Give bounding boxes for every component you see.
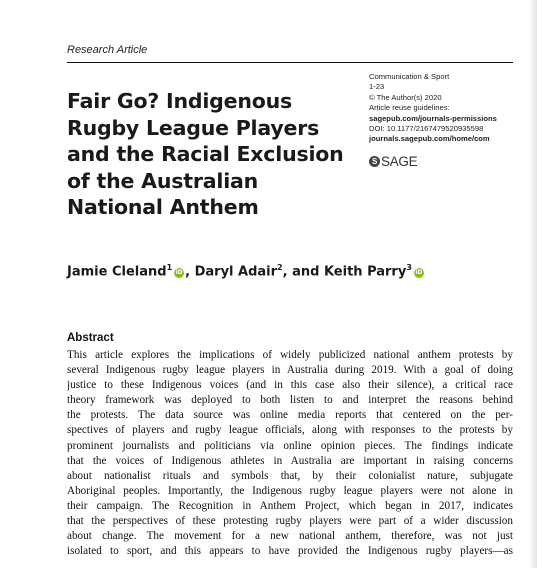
author-affiliation: 2 <box>277 263 283 272</box>
copyright: © The Author(s) 2020 <box>369 92 442 102</box>
abstract-line: that the voices of Indigenous athletes in Australia are important in raising concerns <box>67 454 513 467</box>
abstract-line: the protests. The data source was online media reports that centered on the per- <box>67 409 513 422</box>
abstract-line: Aboriginal peoples. Importantly, the Indigenous rugby league players were not alone in <box>67 484 513 497</box>
orcid-icon[interactable]: iD <box>415 269 423 277</box>
sage-logo-icon: S <box>369 156 380 167</box>
abstract-line: several Indigenous rugby league players in Australia during 2019. With a goal of doing <box>67 364 513 377</box>
publisher-logo <box>369 154 417 169</box>
abstract-line: justice to these Indigenous voices (and in this case also their silence), a critical race <box>67 379 513 392</box>
author-affiliation: 1 <box>166 263 173 272</box>
page-range: 1-23 <box>369 82 385 92</box>
author-affiliation: 3 <box>406 263 412 272</box>
abstract-line: prominent journalists and politicians via online opinion pieces. The findings indicate <box>67 439 513 452</box>
abstract-line: This article explores the implications of widely publicized national anthem protests by <box>67 349 513 361</box>
abstract-line: isolated to sport, and this appears to have provided the Indigenous rugby players—as <box>67 545 513 558</box>
reuse-label: Article reuse guidelines: <box>369 103 450 113</box>
abstract-line: about nationalist rituals and symbols that, by their colonialist nature, subjugate <box>67 469 513 482</box>
doi[interactable]: DOI: 10.1177/2167479520935598 <box>369 124 484 134</box>
abstract-heading: Abstract <box>67 332 114 344</box>
reuse-link[interactable]: sagepub.com/journals-permissions <box>369 113 497 123</box>
author-name: Daryl Adair <box>194 264 278 280</box>
article-title: Fair Go? Indigenous Rugby League Players and the Racial Exclusion of the Australian National Anthem <box>67 89 344 219</box>
author-separator: , <box>185 264 195 280</box>
abstract-line: spectives of players and rugby league officials, along with responses to the protests by <box>67 424 513 437</box>
journal-metadata <box>369 72 519 145</box>
journal-name: Communication & Sport <box>369 72 450 81</box>
orcid-icon[interactable]: iD <box>175 269 183 277</box>
article-type-label: Research Article <box>67 44 148 56</box>
journal-link[interactable]: journals.sagepub.com/home/com <box>369 134 490 144</box>
author-name: Jamie Cleland <box>67 264 167 280</box>
author-name: Keith Parry <box>323 264 407 280</box>
abstract-line: their campaign. The Recognition in Anthem Project, which began in 2017, indicates <box>67 499 513 512</box>
publisher-name: SAGE <box>381 154 418 169</box>
abstract-line: about change. The movement for a new national anthem, therefore, was not just <box>67 530 513 543</box>
abstract-line: theory framework was deployed to both listen to and interpret the reasons behind <box>67 394 513 407</box>
abstract-body <box>67 348 513 559</box>
abstract-line: that the perspectives of these protesting rugby players were part of a wider discussion <box>67 515 513 528</box>
page-edge-shadow <box>529 0 537 568</box>
author-list <box>67 263 425 279</box>
header-rule <box>67 62 513 63</box>
author-separator: , and <box>282 264 324 280</box>
